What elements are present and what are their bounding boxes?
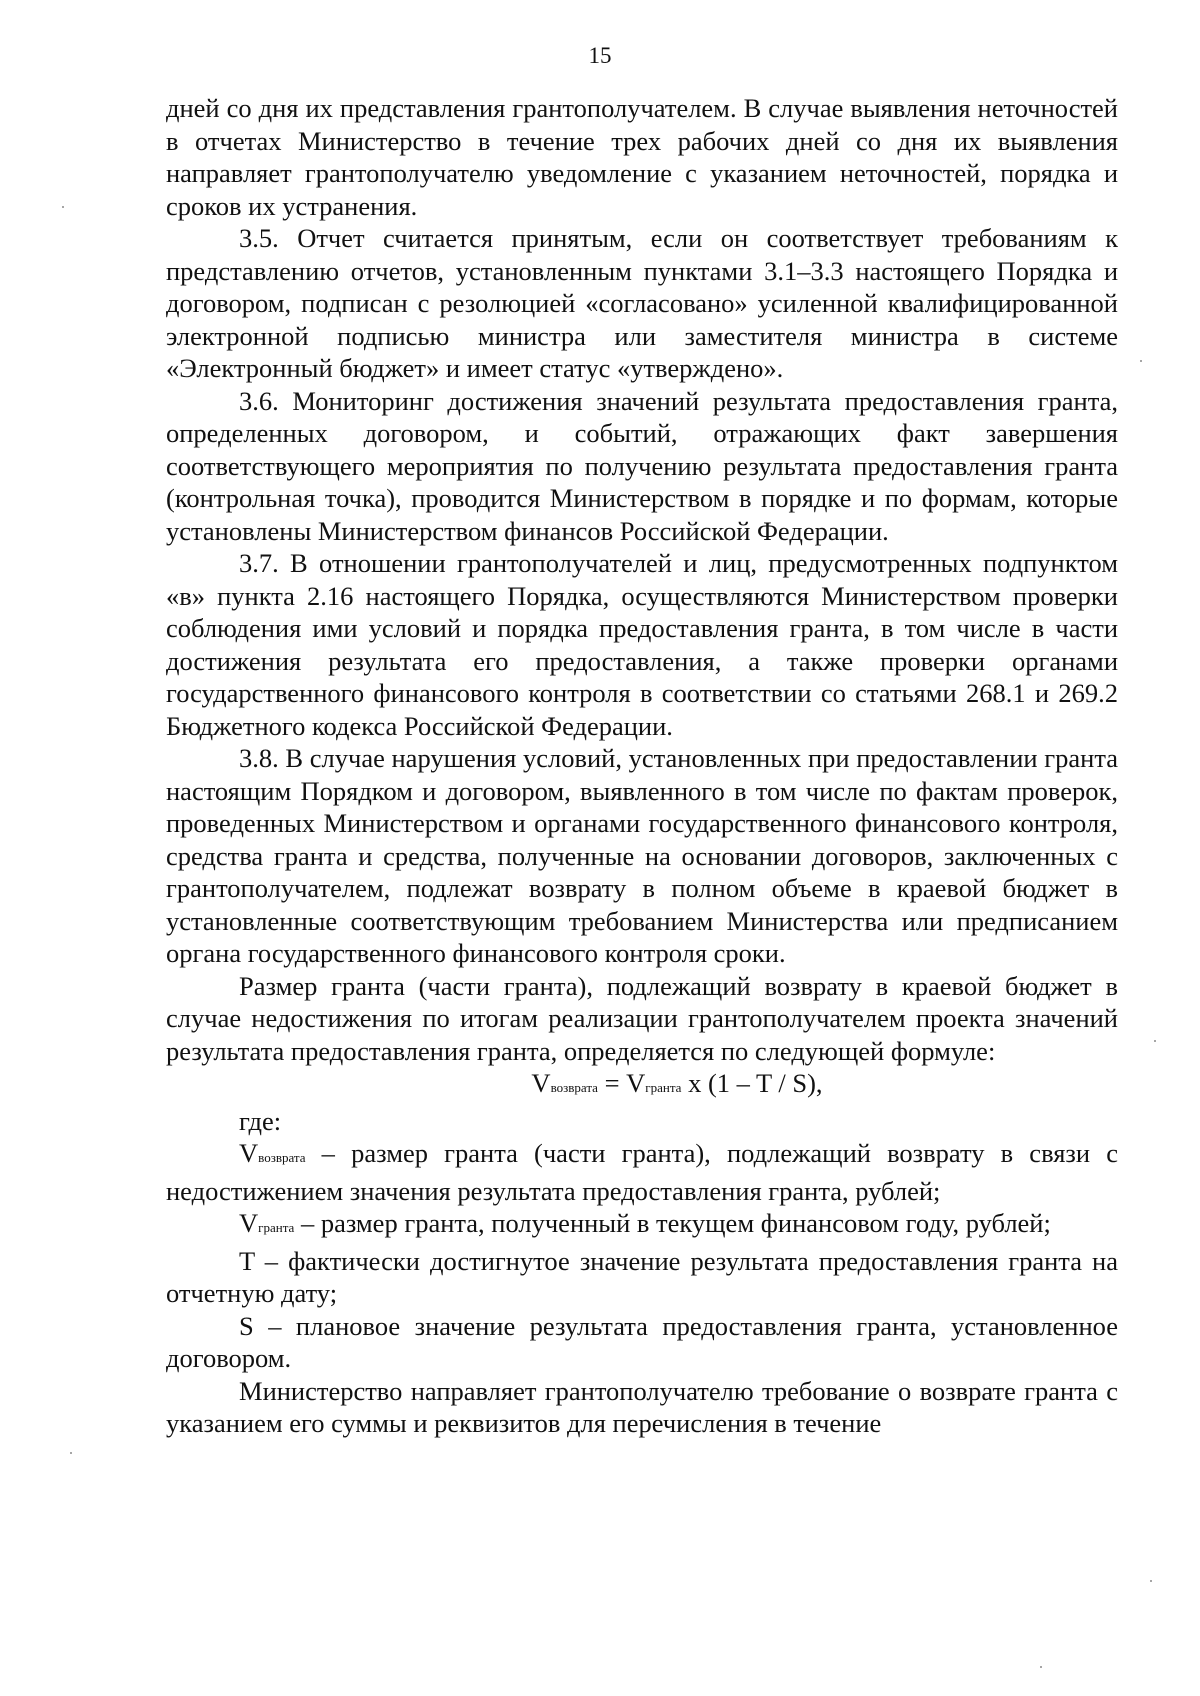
definition-v-grant <box>166 1207 1118 1245</box>
definition-t <box>166 1245 1118 1310</box>
definition-s <box>166 1310 1118 1375</box>
def-text: – плановое значение результата предоставления гранта, установленное договором. <box>166 1310 1118 1373</box>
document-body <box>166 92 1118 1440</box>
formula-v-return: V <box>531 1068 551 1098</box>
formula-rest: x (1 – T / S), <box>681 1068 823 1098</box>
def-symbol: V <box>239 1208 259 1238</box>
def-text: – размер гранта, полученный в текущем финансовом году, рублей; <box>294 1208 1051 1238</box>
paragraph-3-7: 3.7. В отношении грантополучателей и лиц, предусмотренных подпунктом «в» пункта 2.16 настоящего Порядка, осуществляются Министерством проверки соблюдения ими условий и порядка предоставления гранта, в том числе в части достижения результата его предоставления, а также проверки органами государственного финансового контроля в соответствии со статьями 268.1 и 269.2 Бюджетного кодекса Российской Федерации. <box>166 548 1118 741</box>
paragraph-3-8: 3.8. В случае нарушения условий, установленных при предоставлении гранта настоящим Порядком и договором, выявленного в том числе по фактам проверок, проведенных Министерством и органами государственного финансового контроля, средства гранта и средства, полученные на основании договоров, заключенных с грантополучателем, подлежат возврату в полном объеме в краевой бюджет в установленные соответствующим требованием Министерства или предписанием органа государственного финансового контроля сроки. <box>166 743 1118 968</box>
def-text: – фактически достигнутое значение результата предоставления гранта на отчетную дату; <box>166 1245 1118 1308</box>
where-label: где: <box>239 1105 282 1136</box>
formula-sub-return: возврата <box>550 1080 598 1095</box>
scan-speck <box>1140 360 1142 362</box>
def-subscript: возврата <box>258 1150 306 1165</box>
def-symbol: T <box>239 1245 255 1276</box>
refund-formula <box>166 1067 1118 1105</box>
paragraph-refund-size: Размер гранта (части гранта), подлежащий возврату в краевой бюджет в случае недостижения по итогам реализации грантополучателем проекта значений результата предоставления гранта, определяется по следующей формуле: <box>166 970 1118 1066</box>
scan-speck <box>62 206 64 208</box>
def-symbol: V <box>239 1138 259 1168</box>
scan-speck <box>70 1452 72 1454</box>
paragraph-3-6: 3.6. Мониторинг достижения значений результата предоставления гранта, определенных договором, и событий, отражающих факт завершения соответствующего мероприятия по получению результата предоставления гранта (контрольная точка), проводится Министерством в порядке и по формам, которые установлены Министерством финансов Российской Федерации. <box>166 385 1118 546</box>
formula-eq: = <box>597 1068 627 1098</box>
definition-v-return <box>166 1137 1118 1207</box>
def-subscript: гранта <box>258 1220 295 1235</box>
scan-speck <box>1154 1040 1156 1042</box>
page-number: 15 <box>588 43 612 68</box>
scan-speck <box>1040 1666 1042 1668</box>
def-symbol: S <box>239 1310 254 1341</box>
paragraph-continuation: дней со дня их представления грантополучателем. В случае выявления неточностей в отчетах Министерство в течение трех рабочих дней со дня их выявления направляет грантополучателю уведомление с указанием неточностей, порядка и сроков их устранения. <box>166 93 1118 221</box>
paragraph-3-5: 3.5. Отчет считается принятым, если он соответствует требованиям к представлению отчетов, установленным пунктами 3.1–3.3 настоящего Порядка и договором, подписан с резолюцией «согласовано» усиленной квалифицированной электронной подписью министра или заместителя министра в системе «Электронный бюджет» и имеет статус «утверждено». <box>166 223 1118 383</box>
def-text: – размер гранта (части гранта), подлежащий возврату в связи с недостижением значения результата предоставления гранта, рублей; <box>166 1138 1118 1206</box>
formula-sub-grant: гранта <box>645 1080 682 1095</box>
scan-speck <box>1150 1580 1152 1582</box>
paragraph-refund-demand: Министерство направляет грантополучателю требование о возврате гранта с указанием его суммы и реквизитов для перечисления в течение <box>166 1375 1118 1438</box>
formula-v-grant: V <box>626 1068 646 1098</box>
